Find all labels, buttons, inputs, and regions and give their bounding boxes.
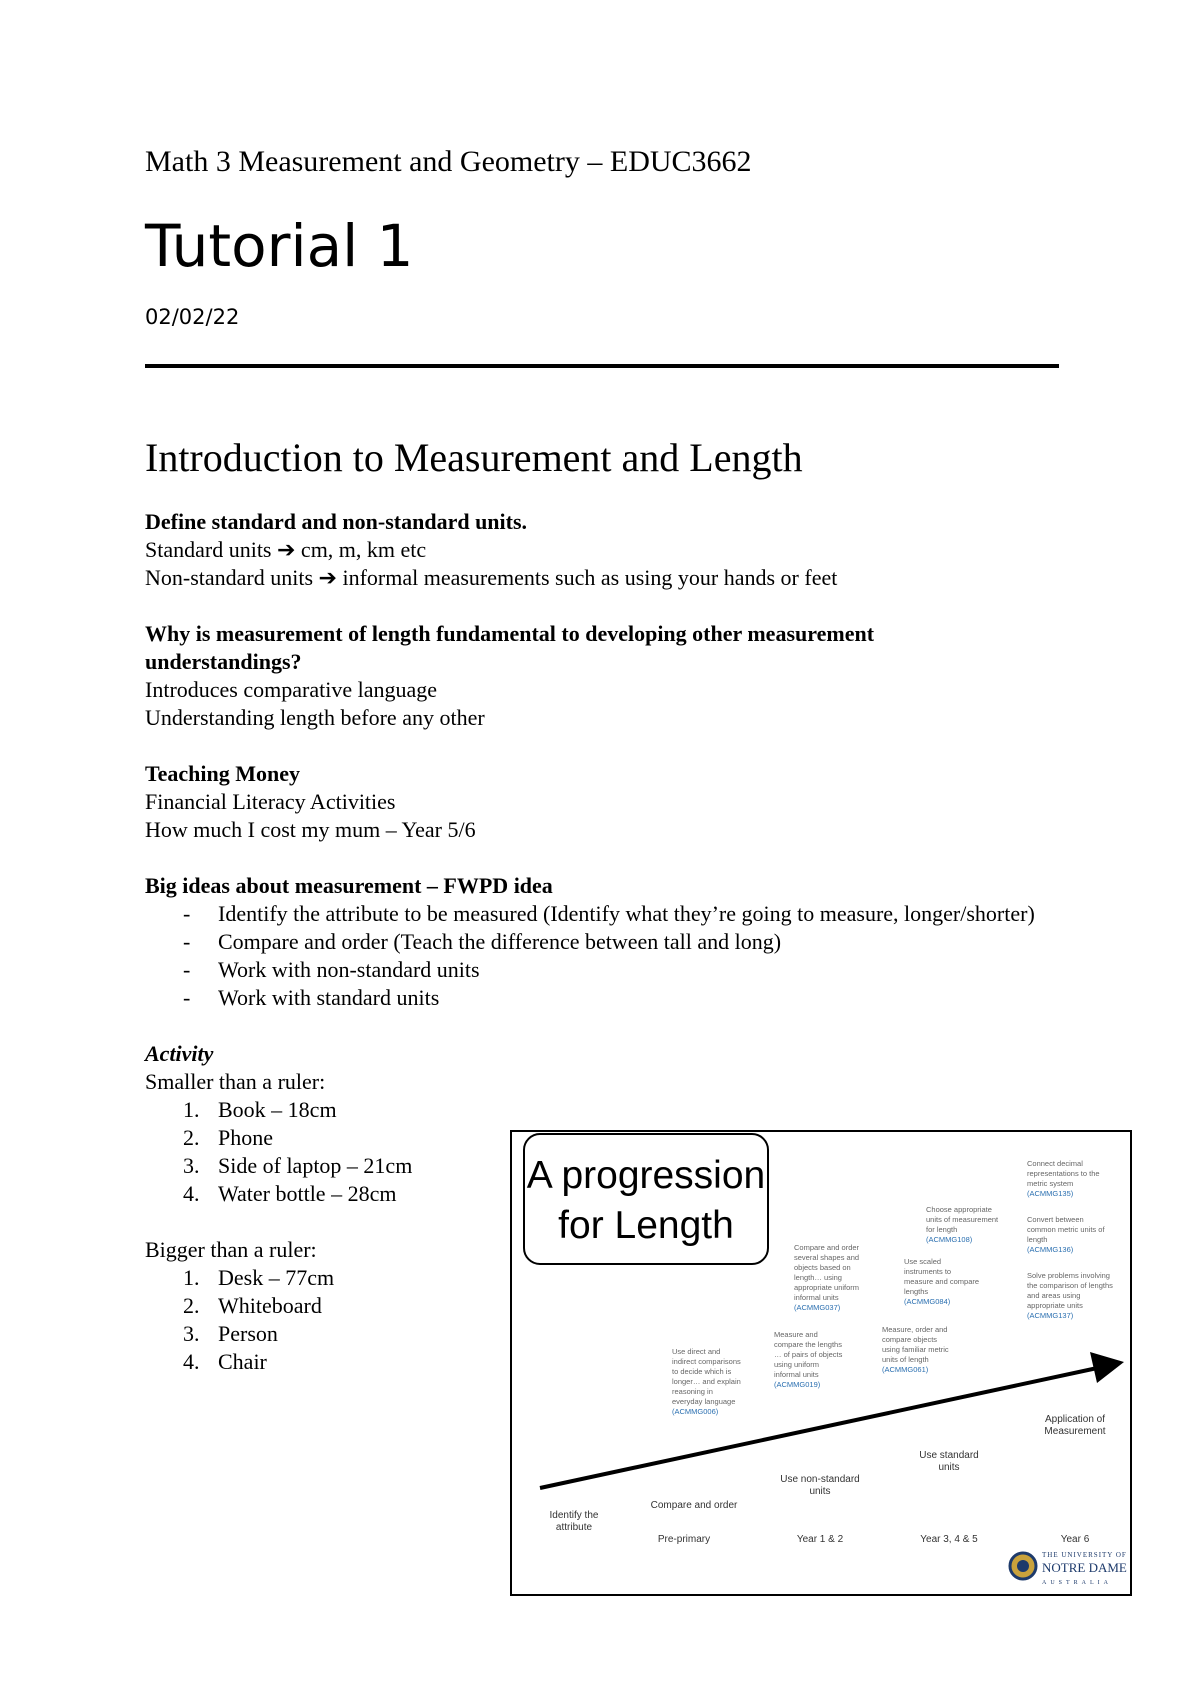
note-text: Measure, order and [882,1325,948,1334]
list-item: 2. Whiteboard [183,1293,322,1318]
stage-identify: Identify the [549,1510,599,1521]
logo-text-main: NOTRE DAME [1042,1560,1127,1575]
list-item: - Identify the attribute to be measured (Identify what they’re going to measure, longer/shorter) [183,900,1065,928]
note-text: compare the lengths [774,1340,842,1349]
note-text: representations to the [1027,1169,1100,1178]
year-label: Year 6 [1060,1534,1090,1545]
stage-application: Application of [1044,1414,1106,1425]
note-code: (ACMMG108) [926,1235,973,1244]
note-text: lengths [904,1287,929,1296]
logo-text-bottom: AUSTRALIA [1042,1580,1112,1586]
note-text: everyday language [672,1397,736,1406]
divider [145,364,1059,368]
note-text: length… using [794,1273,842,1282]
note-text: common metric units of [1027,1225,1105,1234]
note-text: Convert between [1027,1215,1084,1224]
length-progression-figure [510,1130,1132,1596]
note-text: reasoning in [672,1387,713,1396]
q1-line: Standard units ➔ cm, m, km etc [145,537,427,562]
note-text: Use direct and [672,1347,721,1356]
stage-standard-cont: units [938,1462,960,1473]
note-text: Solve problems involving [1027,1271,1110,1280]
note-text: for length [926,1225,958,1234]
course-title: Math 3 Measurement and Geometry – EDUC3662 [145,145,752,178]
activity-heading: Activity [145,1041,214,1066]
note-code: (ACMMG061) [882,1365,929,1374]
list-item: 4. Water bottle – 28cm [183,1181,397,1206]
figure-title-line1: A progression [526,1154,766,1197]
note-text: the comparison of lengths [1027,1281,1113,1290]
note-text: appropriate units [1027,1301,1083,1310]
list-item: 1. Desk – 77cm [183,1265,335,1290]
money-line: Financial Literacy Activities [145,789,396,814]
smaller-label: Smaller than a ruler: [145,1069,326,1094]
stage-identify-cont: attribute [555,1522,593,1533]
note-text: measure and compare [904,1277,980,1286]
list-item: - Compare and order (Teach the difference between tall and long) [183,928,1065,956]
note-text: length [1027,1235,1048,1244]
note-code: (ACMMG006) [672,1407,719,1416]
q1-heading: Define standard and non-standard units. [145,509,528,534]
progression-diagram [512,1132,1130,1594]
stage-standard: Use standard [919,1450,979,1461]
note-text: several shapes and [794,1253,860,1262]
note-text: and areas using [1027,1291,1081,1300]
list-item: 3. Side of laptop – 21cm [183,1153,413,1178]
note-text: to decide which is [672,1367,732,1376]
money-heading: Teaching Money [145,761,301,786]
note-text: units of length [882,1355,929,1364]
q2-heading-cont: understandings? [145,649,302,674]
list-item: 3. Person [183,1321,278,1346]
note-text: informal units [794,1293,839,1302]
note-code: (ACMMG084) [904,1297,951,1306]
section-heading: Introduction to Measurement and Length [145,435,803,480]
note-text: instruments to [904,1267,952,1276]
page-title: Tutorial 1 [145,212,414,280]
stage-compare: Compare and order [650,1500,738,1511]
note-text: using uniform [774,1360,820,1369]
note-code: (ACMMG135) [1027,1189,1074,1198]
university-logo [1010,1551,1127,1586]
figure-title-line2: for Length [558,1204,734,1247]
bigger-label: Bigger than a ruler: [145,1237,317,1262]
year-label: Year 3, 4 & 5 [920,1534,978,1545]
stage-nonstandard: Use non-standard [780,1474,860,1485]
note-text: Choose appropriate [926,1205,992,1214]
list-item: - Work with non-standard units [183,956,1065,984]
logo-text-top: THE UNIVERSITY OF [1042,1551,1127,1559]
note-text: … of pairs of objects [774,1350,843,1359]
big-ideas-heading: Big ideas about measurement – FWPD idea [145,873,553,898]
note-code: (ACMMG037) [794,1303,841,1312]
note-text: Use scaled [904,1257,942,1266]
note-code: (ACMMG136) [1027,1245,1074,1254]
note-text: longer… and explain [672,1377,741,1386]
q2-line: Introduces comparative language [145,677,437,702]
note-text: informal units [774,1370,819,1379]
q1-line: Non-standard units ➔ informal measurements such as using your hands or feet [145,565,838,590]
crest-inner-icon [1017,1560,1029,1572]
list-item: - Work with standard units [183,984,1065,1012]
big-ideas-list [145,900,1065,1012]
money-line: How much I cost my mum – Year 5/6 [145,817,476,842]
note-text: compare objects [882,1335,938,1344]
year-label: Pre-primary [657,1534,711,1545]
year-label: Year 1 & 2 [796,1534,844,1545]
q2-line: Understanding length before any other [145,705,485,730]
note-text: Measure and [774,1330,818,1339]
note-text: units of measurement [926,1215,999,1224]
note-text: appropriate uniform [794,1283,860,1292]
list-item: 2. Phone [183,1125,273,1150]
stage-nonstandard-cont: units [809,1486,831,1497]
list-item: 4. Chair [183,1349,267,1374]
note-text: objects based on [794,1263,851,1272]
date: 02/02/22 [145,305,240,329]
q2-heading: Why is measurement of length fundamental to developing other measurement [145,621,875,646]
progression-arrow-line [540,1367,1102,1488]
list-item: 1. Book – 18cm [183,1097,337,1122]
note-text: metric system [1027,1179,1074,1188]
note-text: Connect decimal [1027,1159,1083,1168]
stage-application-cont: Measurement [1044,1426,1106,1437]
note-code: (ACMMG019) [774,1380,821,1389]
progression-arrowhead [1090,1352,1124,1383]
note-text: indirect comparisons [672,1357,741,1366]
note-code: (ACMMG137) [1027,1311,1074,1320]
note-text: Compare and order [794,1243,860,1252]
note-text: using familiar metric [882,1345,949,1354]
